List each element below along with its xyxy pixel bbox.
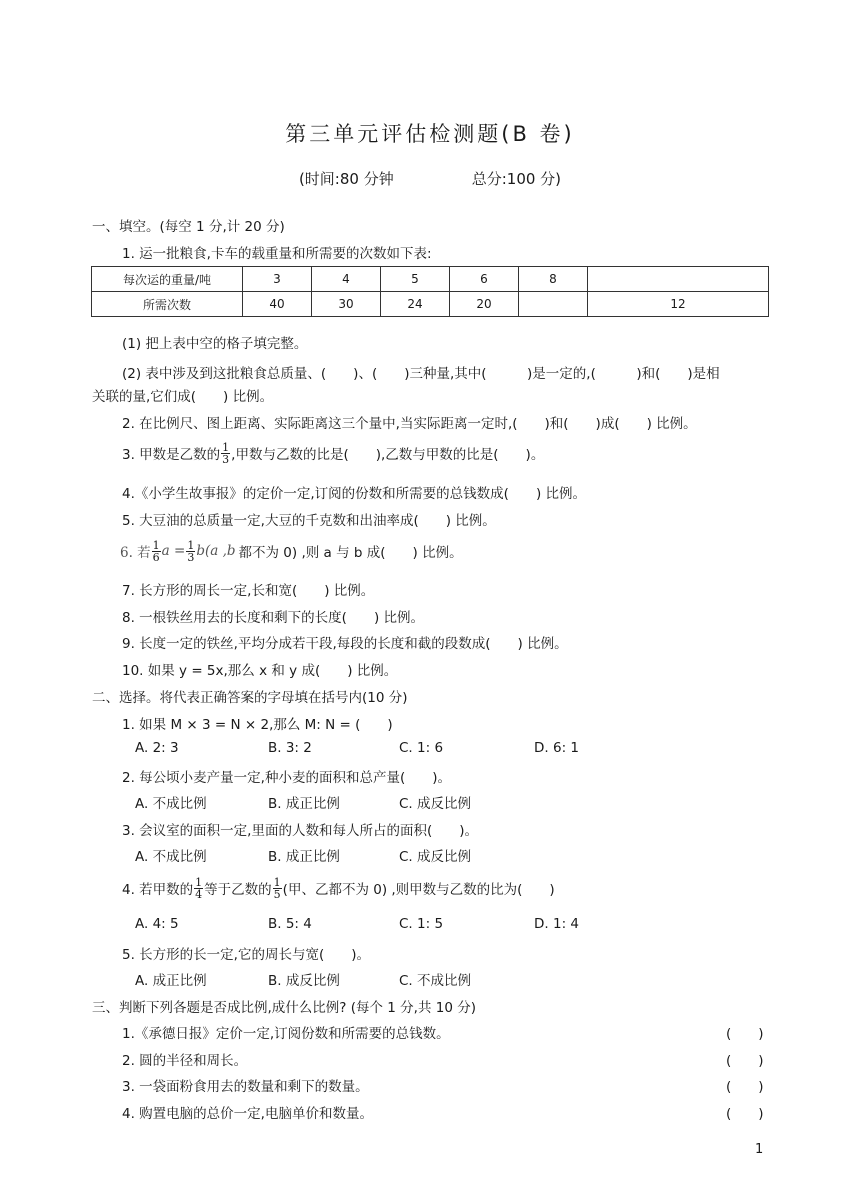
s1-q1b-line2: 关联的量,它们成( ) 比例。 <box>92 389 274 405</box>
s1-q2: 2. 在比例尺、图上距离、实际距离这三个量中,当实际距离一定时,( )和( )成( ) 比例。 <box>122 416 697 432</box>
s1-q1b-line1: (2) 表中涉及到这批粮食总质量、( )、( )三种量,其中( )是一定的,( )和( )是相 <box>122 366 720 382</box>
q6-text: 6. 若 <box>120 545 151 561</box>
q4-text: 4. 若甲数的 <box>122 882 194 898</box>
option-c: C. 1: 5 <box>399 916 444 932</box>
s2-q1: 1. 如果 M × 3 = N × 2,那么 M: N = ( ) <box>122 717 393 733</box>
s2-q5: 5. 长方形的长一定,它的周长与宽( )。 <box>122 947 370 963</box>
table-cell: 30 <box>312 292 381 317</box>
total-score: 总分:100 分) <box>471 170 562 188</box>
q6-text-post: 都不为 0) ,则 a 与 b 成( ) 比例。 <box>238 545 463 561</box>
option-b: B. 成正比例 <box>268 796 340 812</box>
s1-q8: 8. 一根铁丝用去的长度和剩下的长度( ) 比例。 <box>122 610 424 626</box>
s1-q7: 7. 长方形的周长一定,长和宽( ) 比例。 <box>122 583 375 599</box>
fraction <box>186 540 195 563</box>
answer-paren: ( ) <box>726 1026 764 1042</box>
denominator: 3 <box>187 550 195 564</box>
fraction <box>273 877 282 900</box>
answer-paren: ( ) <box>726 1106 764 1122</box>
q4-text-mid: 等于乙数的 <box>204 882 272 898</box>
table-cell: 所需次数 <box>92 292 243 317</box>
option-b: B. 3: 2 <box>268 740 312 756</box>
q3-text: 3. 甲数是乙数的 <box>122 447 221 463</box>
s1-q4: 4.《小学生故事报》的定价一定,订阅的份数和所需要的总钱数成( ) 比例。 <box>122 486 586 502</box>
s3-item-2: 2. 圆的半径和周长。 <box>122 1053 248 1069</box>
table-cell: 6 <box>450 267 519 292</box>
numerator: 1 <box>273 875 281 889</box>
q6-var-b: b(a ,b <box>196 543 236 559</box>
table-cell: 3 <box>243 267 312 292</box>
time-limit: (时间:80 分钟 <box>298 170 394 188</box>
s2-q2: 2. 每公顷小麦产量一定,种小麦的面积和总产量( )。 <box>122 770 451 786</box>
option-c: C. 成反比例 <box>399 849 472 865</box>
page-number: 1 <box>755 1142 764 1157</box>
option-c: C. 1: 6 <box>399 740 444 756</box>
s3-item-4: 4. 购置电脑的总价一定,电脑单价和数量。 <box>122 1106 373 1122</box>
option-b: B. 5: 4 <box>268 916 312 932</box>
q4-text-post: (甲、乙都不为 0) ,则甲数与乙数的比为( ) <box>282 882 555 898</box>
fraction <box>152 540 161 563</box>
option-a: A. 4: 5 <box>135 916 179 932</box>
table-cell <box>588 267 769 292</box>
exam-info <box>0 168 860 189</box>
s1-q9: 9. 长度一定的铁丝,平均分成若干段,每段的长度和截的段数成( ) 比例。 <box>122 636 568 652</box>
section-3-heading: 三、判断下列各题是否成比例,成什么比例? (每个 1 分,共 10 分) <box>92 1000 477 1016</box>
s3-item-3: 3. 一袋面粉食用去的数量和剩下的数量。 <box>122 1079 369 1095</box>
s1-q1: 1. 运一批粮食,卡车的载重量和所需要的次数如下表: <box>122 246 432 262</box>
table-cell: 12 <box>588 292 769 317</box>
table-cell: 每次运的重量/吨 <box>92 267 243 292</box>
s1-q6 <box>120 536 463 566</box>
option-d: D. 1: 4 <box>534 916 579 932</box>
table-cell: 8 <box>519 267 588 292</box>
q6-var-a: a = <box>161 543 186 559</box>
option-a: A. 成正比例 <box>135 973 207 989</box>
data-table <box>91 266 769 317</box>
section-2-heading: 二、选择。将代表正确答案的字母填在括号内(10 分) <box>92 690 408 706</box>
numerator: 1 <box>195 875 203 889</box>
option-a: A. 不成比例 <box>135 796 207 812</box>
table-cell: 40 <box>243 292 312 317</box>
denominator: 5 <box>273 887 281 901</box>
table-row <box>92 292 769 317</box>
numerator: 1 <box>187 538 195 552</box>
table-cell: 5 <box>381 267 450 292</box>
s1-q5: 5. 大豆油的总质量一定,大豆的千克数和出油率成( ) 比例。 <box>122 513 496 529</box>
s1-q3 <box>122 438 544 468</box>
numerator: 1 <box>152 538 160 552</box>
table-cell: 20 <box>450 292 519 317</box>
q3-text-post: ,甲数与乙数的比是( ),乙数与甲数的比是( )。 <box>231 447 545 463</box>
option-b: B. 成反比例 <box>268 973 340 989</box>
s1-q10: 10. 如果 y = 5x,那么 x 和 y 成( ) 比例。 <box>122 663 398 679</box>
s2-q3: 3. 会议室的面积一定,里面的人数和每人所占的面积( )。 <box>122 823 478 839</box>
option-d: D. 6: 1 <box>534 740 579 756</box>
answer-paren: ( ) <box>726 1053 764 1069</box>
fraction <box>221 442 230 465</box>
s1-q1a: (1) 把上表中空的格子填完整。 <box>122 336 308 352</box>
option-a: A. 2: 3 <box>135 740 179 756</box>
s3-item-1: 1.《承德日报》定价一定,订阅份数和所需要的总钱数。 <box>122 1026 450 1042</box>
table-cell <box>519 292 588 317</box>
s2-q4 <box>122 873 555 903</box>
denominator: 4 <box>195 887 203 901</box>
fraction <box>194 877 203 900</box>
denominator: 3 <box>222 452 230 466</box>
option-b: B. 成正比例 <box>268 849 340 865</box>
table-row <box>92 267 769 292</box>
section-1-heading: 一、填空。(每空 1 分,计 20 分) <box>92 219 285 235</box>
option-c: C. 成反比例 <box>399 796 472 812</box>
table-cell: 24 <box>381 292 450 317</box>
numerator: 1 <box>222 440 230 454</box>
table-cell: 4 <box>312 267 381 292</box>
answer-paren: ( ) <box>726 1079 764 1095</box>
page-title: 第三单元评估检测题(B 卷) <box>285 122 575 146</box>
denominator: 6 <box>152 550 160 564</box>
option-c: C. 不成比例 <box>399 973 472 989</box>
option-a: A. 不成比例 <box>135 849 207 865</box>
